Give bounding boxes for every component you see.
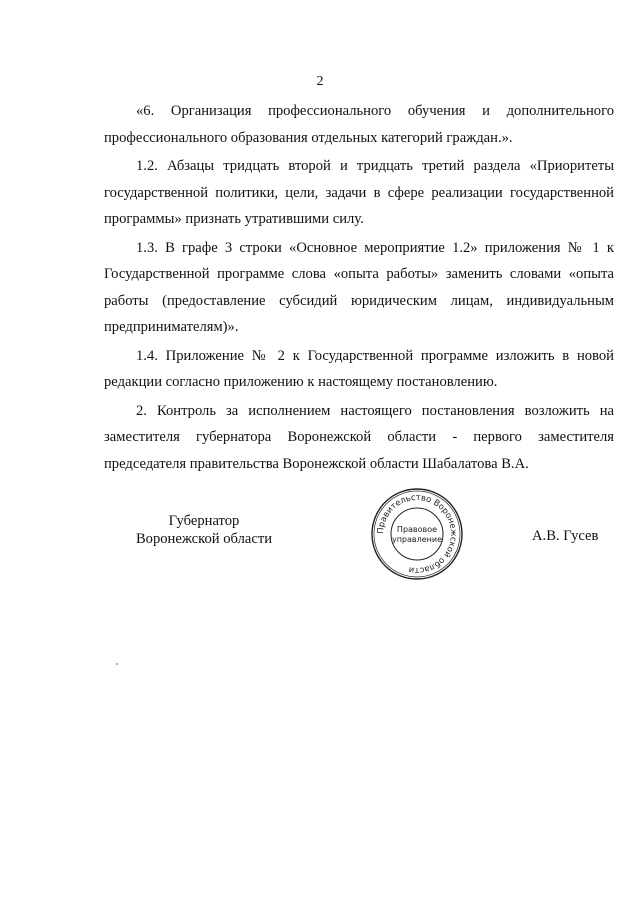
scan-artifact bbox=[116, 663, 118, 665]
paragraph-1-2: 1.2. Абзацы тридцать второй и тридцать третий раздела «Приоритеты государственной политики, цели, задачи в сфере реализации государственной программы» признать утратившими силу. bbox=[104, 158, 614, 227]
signatory-region: Воронежской области bbox=[135, 531, 273, 547]
paragraph-item-6: «6. Организация профессионального обучения и дополнительного профессионального образования отдельных категорий граждан.». bbox=[104, 103, 614, 146]
paragraph-2: 2. Контроль за исполнением настоящего постановления возложить на заместителя губернатора Воронежской области - первого заместителя председателя правительства Воронежской области Шабалатова В.А. bbox=[104, 402, 614, 472]
stamp-center-line2: управление bbox=[391, 535, 443, 544]
signatory-position bbox=[104, 512, 304, 548]
paragraph-1-4: 1.4. Приложение № 2 к Государственной программе изложить в новой редакции согласно приложению к настоящему постановлению. bbox=[104, 347, 614, 390]
page-number: 2 bbox=[316, 74, 324, 89]
stamp-seal-graphic bbox=[369, 486, 465, 582]
document-body bbox=[104, 98, 614, 479]
signatory-title: Губернатор bbox=[168, 513, 240, 529]
paragraph-1-3: 1.3. В графе 3 строки «Основное мероприятие 1.2» приложения № 1 к Государственной программе слова «опыта работы» заменить словами «опыта работы (предоставление субсидий юридическим лицам, индивидуальным предпринимателям)». bbox=[104, 239, 614, 335]
signatory-name: А.В. Гусев bbox=[532, 528, 599, 544]
stamp-center-line1: Правовое bbox=[396, 525, 438, 534]
official-stamp bbox=[369, 486, 465, 582]
stamp-ring-text: Правительство Воронежской области bbox=[374, 491, 460, 577]
